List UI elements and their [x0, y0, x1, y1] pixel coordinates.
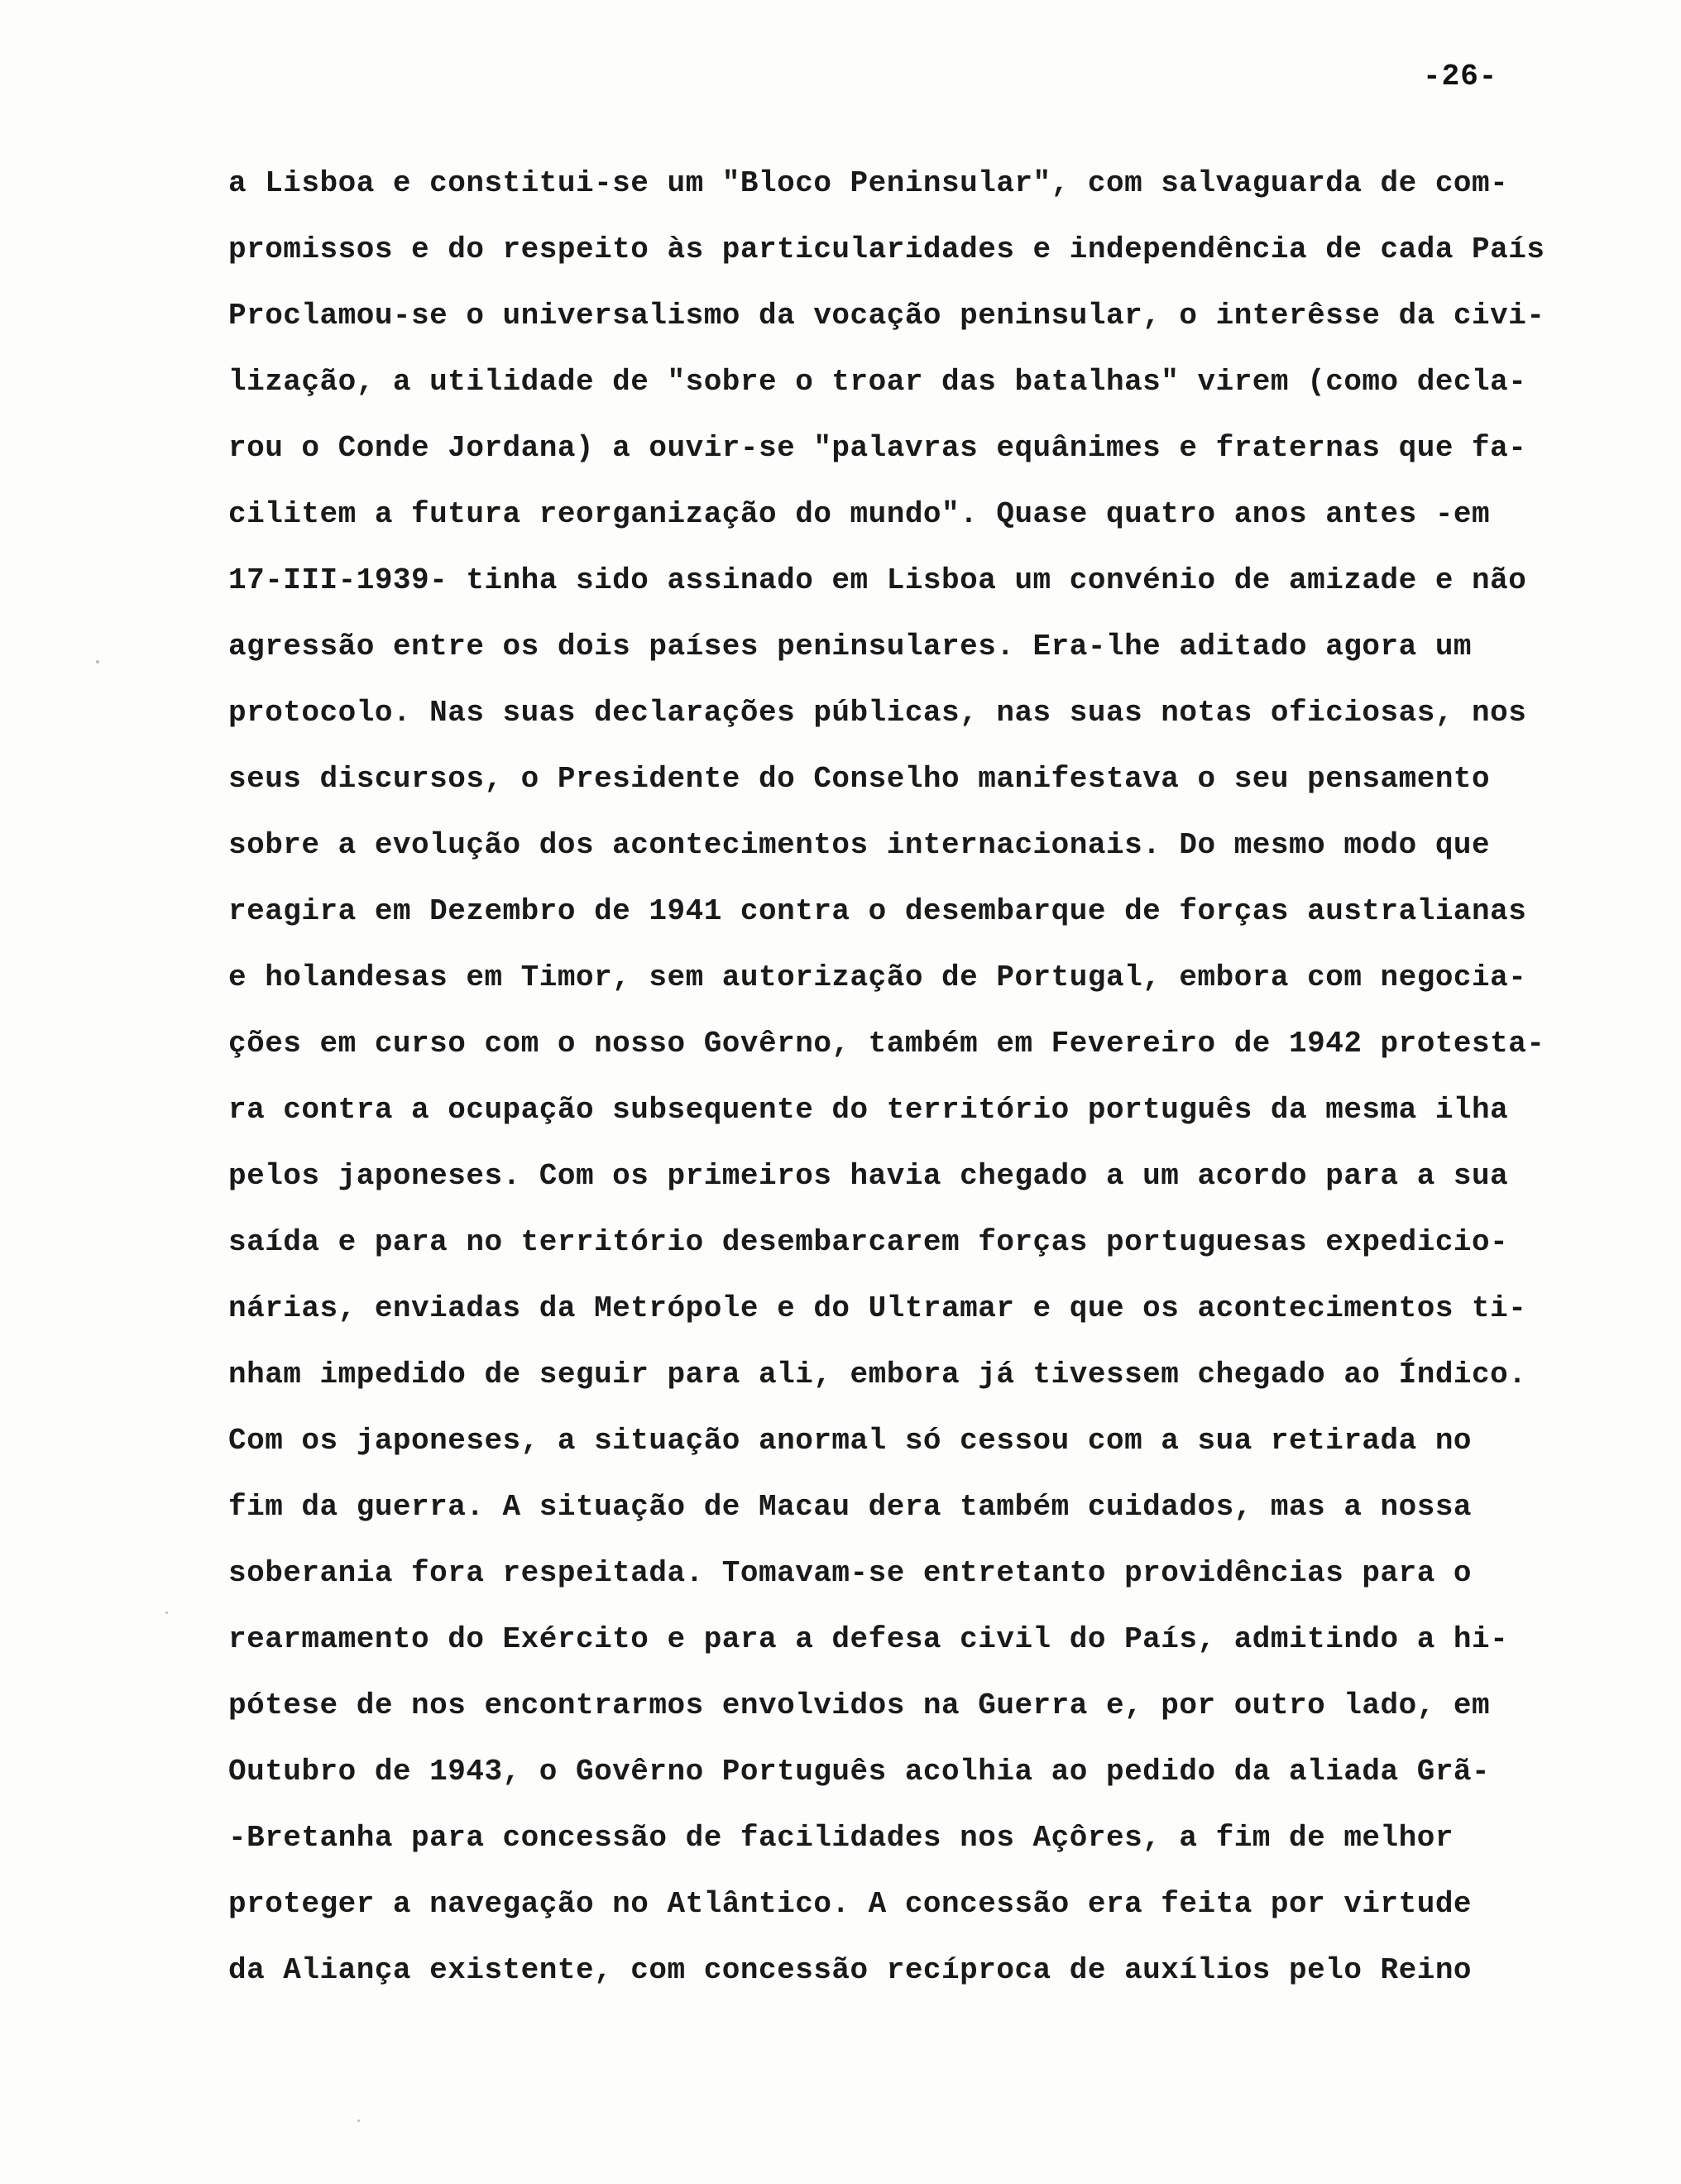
- text-line: -Bretanha para concessão de facilidades nos Açôres, a fim de melhor: [228, 1821, 1454, 1855]
- scan-speck: [96, 660, 99, 663]
- text-line: protocolo. Nas suas declarações públicas, nas suas notas oficiosas, nos: [228, 696, 1527, 730]
- scan-speck: [357, 2119, 360, 2122]
- text-line: agressão entre os dois países peninsulares. Era-lhe aditado agora um: [228, 630, 1473, 663]
- text-line: fim da guerra. A situação de Macau dera também cuidados, mas a nossa: [228, 1490, 1473, 1524]
- body-text: [228, 151, 1635, 2004]
- text-line: ções em curso com o nosso Govêrno, também em Fevereiro de 1942 protesta-: [228, 1027, 1545, 1061]
- text-line: Outubro de 1943, o Govêrno Português acolhia ao pedido da aliada Grã-: [228, 1755, 1491, 1789]
- text-line: e holandesas em Timor, sem autorização de Portugal, embora com negocia-: [228, 960, 1527, 994]
- text-line: 17-III-1939- tinha sido assinado em Lisboa um convénio de amizade e não: [228, 563, 1527, 597]
- text-line: ra contra a ocupação subsequente do território português da mesma ilha: [228, 1093, 1509, 1127]
- text-line: Com os japoneses, a situação anormal só cessou com a sua retirada no: [228, 1424, 1473, 1458]
- text-line: lização, a utilidade de "sobre o troar das batalhas" virem (como decla-: [228, 365, 1527, 399]
- text-line: cilitem a futura reorganização do mundo". Quase quatro anos antes -em: [228, 497, 1491, 531]
- text-line: reagira em Dezembro de 1941 contra o desembarque de forças australianas: [228, 894, 1527, 928]
- scan-speck: [165, 1612, 168, 1614]
- text-line: soberania fora respeitada. Tomavam-se entretanto providências para o: [228, 1556, 1473, 1590]
- text-line: rearmamento do Exército e para a defesa civil do País, admitindo a hi-: [228, 1622, 1509, 1656]
- text-line: pelos japoneses. Com os primeiros havia chegado a um acordo para a sua: [228, 1159, 1509, 1193]
- text-line: Proclamou-se o universalismo da vocação peninsular, o interêsse da civi-: [228, 299, 1545, 333]
- text-line: sobre a evolução dos acontecimentos internacionais. Do mesmo modo que: [228, 828, 1491, 862]
- text-line: saída e para no território desembarcarem forças portuguesas expedicio-: [228, 1225, 1509, 1259]
- text-line: nham impedido de seguir para ali, embora já tivessem chegado ao Índico.: [228, 1358, 1527, 1391]
- text-line: da Aliança existente, com concessão recíproca de auxílios pelo Reino: [228, 1953, 1473, 1987]
- text-line: promissos e do respeito às particularidades e independência de cada País: [228, 232, 1545, 266]
- text-line: pótese de nos encontrarmos envolvidos na Guerra e, por outro lado, em: [228, 1688, 1491, 1722]
- text-line: seus discursos, o Presidente do Conselho manifestava o seu pensamento: [228, 762, 1491, 796]
- page-number: -26-: [1423, 60, 1498, 93]
- text-line: proteger a navegação no Atlântico. A concessão era feita por virtude: [228, 1887, 1473, 1921]
- text-line: a Lisboa e constitui-se um "Bloco Peninsular", com salvaguarda de com-: [228, 166, 1509, 200]
- text-line: rou o Conde Jordana) a ouvir-se "palavras equânimes e fraternas que fa-: [228, 431, 1527, 465]
- text-line: nárias, enviadas da Metrópole e do Ultramar e que os acontecimentos ti-: [228, 1291, 1527, 1325]
